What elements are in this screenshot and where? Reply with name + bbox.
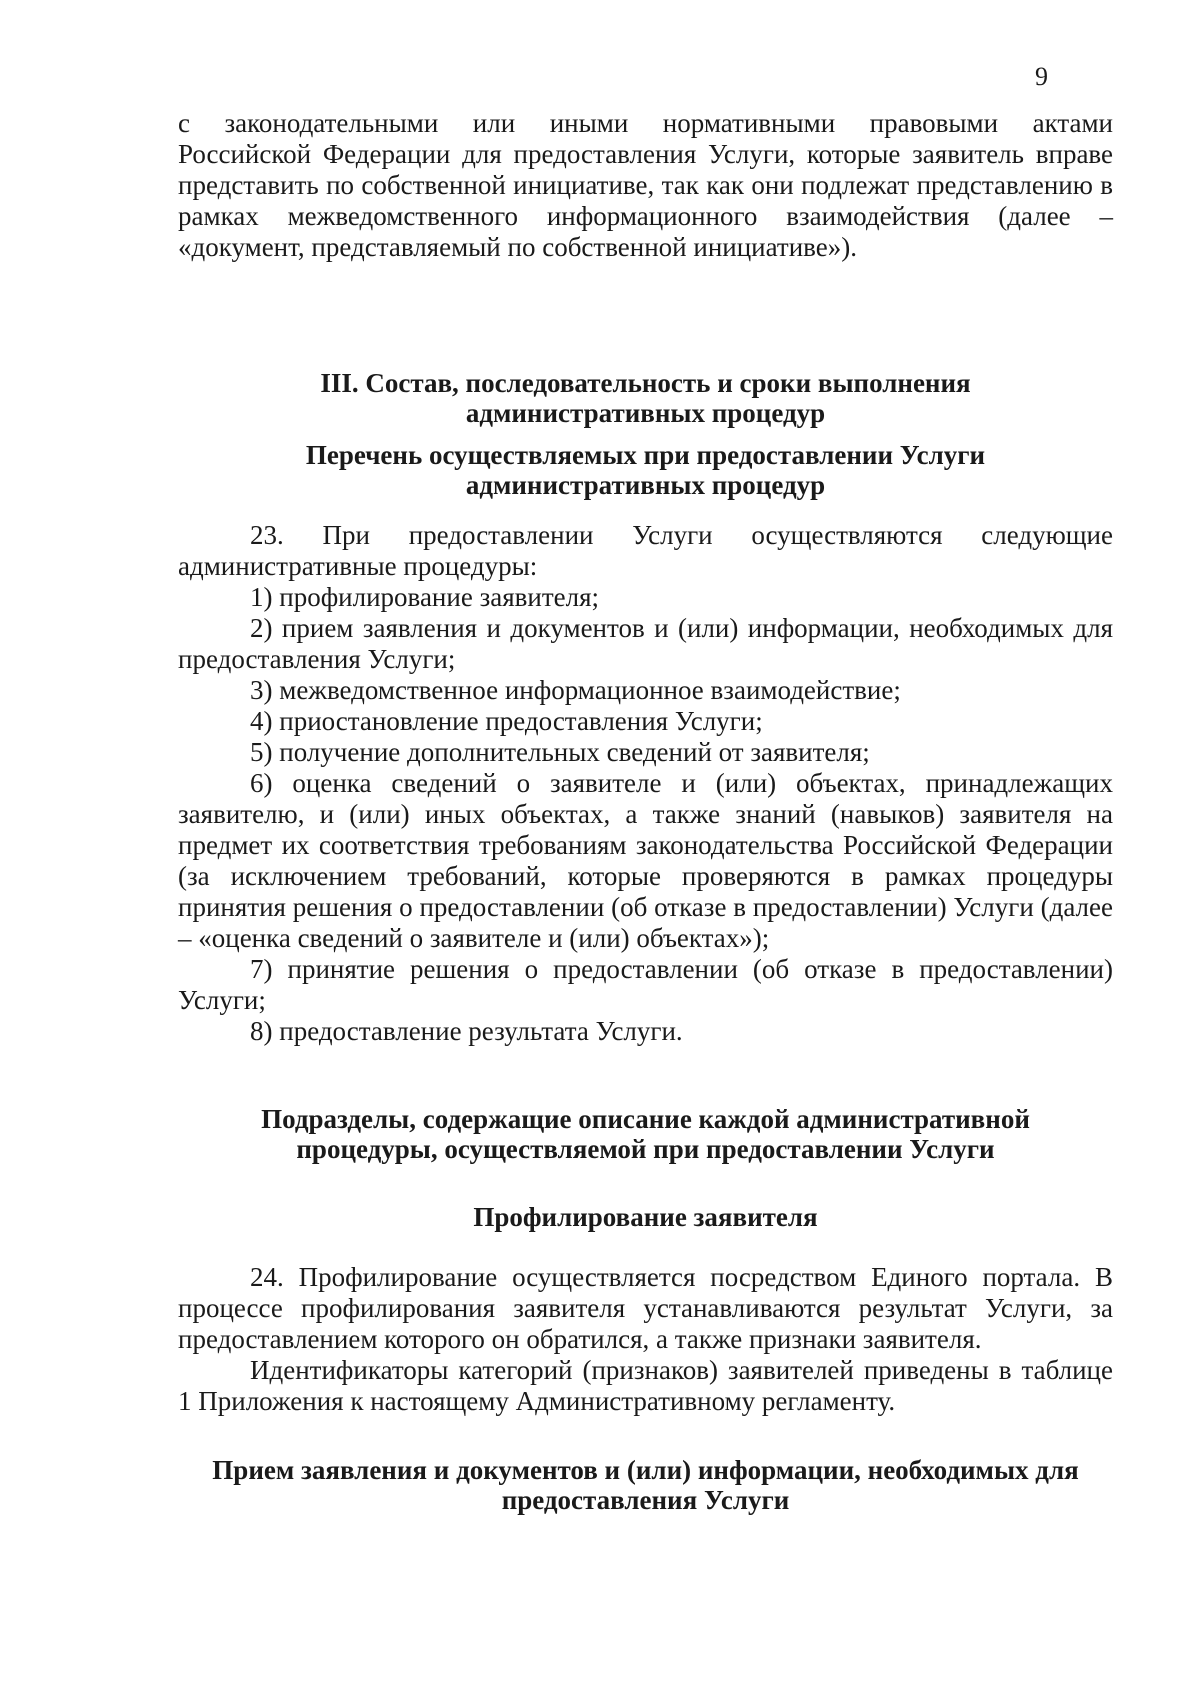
profiling-section xyxy=(178,1262,1113,1417)
procedure-step: 4) приостановление предоставления Услуги; xyxy=(250,706,763,736)
profiling-paragraph-24: 24. Профилирование осуществляется посредством Единого портала. В процессе профилирования заявителя устанавливаются результат Услуги, за предоставлением которого он обратился, а также признаки заявителя. xyxy=(178,1262,1113,1354)
section-title-line-2: административных процедур xyxy=(465,398,826,428)
procedure-step: 1) профилирование заявителя; xyxy=(250,582,600,612)
procedures-list-heading xyxy=(178,440,1113,500)
procedure-step: 2) прием заявления и документов и (или) информации, необходимых для предоставления Услуги; xyxy=(178,613,1113,674)
procedure-step: 6) оценка сведений о заявителе и (или) объектах, принадлежащих заявителю, и (или) иных объектах, а также знаний (навыков) заявителя на предмет их соответствия требованиям законодательства Российской Федерации (за исключением требований, которые проверяются в рамках процедуры принятия решения о предоставлении (об отказе в предоставлении) Услуги (далее – «оценка сведений о заявителе и (или) объектах»); xyxy=(178,768,1113,953)
item-23-lead: 23. При предоставлении Услуги осуществляются следующие административные процедуры: xyxy=(178,520,1113,581)
section-title-line-1: III. Состав, последовательность и сроки выполнения xyxy=(320,368,971,398)
procedures-list-heading-line-2: административных процедур xyxy=(465,470,826,500)
procedure-step: 7) принятие решения о предоставлении (об отказе в предоставлении) Услуги; xyxy=(178,954,1113,1015)
intro-first-line: с законодательными или иными нормативными правовыми актами xyxy=(178,108,1113,138)
intro-paragraph xyxy=(178,108,1113,263)
intro-rest: Российской Федерации для предоставления Услуги, которые заявитель вправе представить по собственной инициативе, так как они подлежат представлению в рамках межведомственного информационного взаимодействия (далее – «документ, представляемый по собственной инициативе»). xyxy=(178,139,1113,262)
procedure-step: 5) получение дополнительных сведений от заявителя; xyxy=(250,737,870,767)
page-number: 9 xyxy=(1035,62,1048,91)
profiling-heading: Профилирование заявителя xyxy=(473,1202,818,1232)
subsections-heading xyxy=(178,1104,1113,1164)
subsections-heading-line-2: процедуры, осуществляемой при предоставлении Услуги xyxy=(296,1134,995,1164)
procedure-step: 8) предоставление результата Услуги. xyxy=(250,1016,683,1046)
reception-heading-line-1: Прием заявления и документов и (или) информации, необходимых для xyxy=(212,1455,1079,1485)
procedure-step: 3) межведомственное информационное взаимодействие; xyxy=(250,675,901,705)
reception-heading-line-2: предоставления Услуги xyxy=(501,1485,790,1515)
reception-heading xyxy=(178,1455,1113,1515)
profiling-paragraph-identifiers: Идентификаторы категорий (признаков) заявителей приведены в таблице 1 Приложения к настоящему Административному регламенту. xyxy=(178,1355,1113,1416)
section-title xyxy=(178,368,1113,428)
subsections-heading-line-1: Подразделы, содержащие описание каждой административной xyxy=(261,1104,1030,1134)
item-23 xyxy=(178,520,1113,1047)
procedures-list-heading-line-1: Перечень осуществляемых при предоставлении Услуги xyxy=(305,440,986,470)
